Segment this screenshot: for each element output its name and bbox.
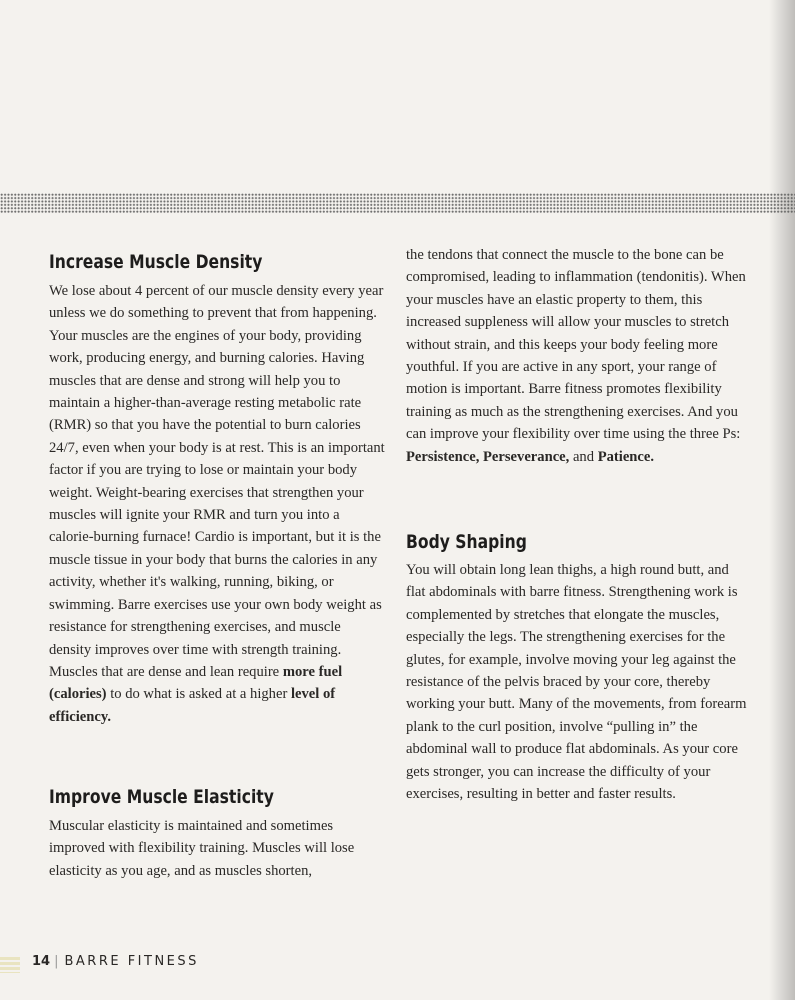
page-edge-shadow [769,0,795,1000]
page-number: 14 [32,954,51,969]
emphasis-more-fuel: more fuel (calories) [49,663,343,703]
paragraph-elasticity-continued [406,244,751,468]
footer-separator: | [54,954,59,969]
paragraph-muscle-elasticity: Muscular elasticity is maintained and sometimes improved with flexibility training. Muscles will lose elasticity as you age, and as muscles shorten, [49,818,355,879]
emphasis-perseverance: Perseverance, [483,448,570,465]
paragraph-body-shaping: You will obtain long lean thighs, a high round butt, and flat abdominals with barre fitness. Strengthening work is complemented by stretches that elongate the muscles, especially the legs. The strengthening exercises for the glutes, for example, involve moving your leg against the resistance of the pelvis braced by your core, thereby working your butt. Many of the movements, from forearm plank to the curl position, involve “pulling in” the abdominal wall to produce flat abdominals. As your core gets stronger, you can increase the difficulty of your exercises, resulting in better and faster results. [406,562,747,803]
emphasis-persistence: Persistence, [406,448,480,465]
heading-improve-muscle-elasticity: Improve Muscle Elasticity [49,786,274,808]
heading-body-shaping: Body Shaping [406,531,527,553]
heading-increase-muscle-density: Increase Muscle Density [49,251,263,273]
paragraph-muscle-density-mid: to do what is asked at a higher [106,686,288,703]
running-footer [32,954,199,969]
and-word: and [572,448,595,465]
emphasis-patience: Patience. [597,448,655,465]
book-title: BARRE FITNESS [64,954,199,969]
paragraph-muscle-density [49,280,385,728]
dotted-divider-band [0,193,795,213]
footer-stripe-marker [0,957,20,973]
paragraph-elasticity-continued-text: the tendons that connect the muscle to the bone can be compromised, leading to inflammation (tendonitis). When your muscles have an elastic property to them, this increased suppleness will allow your muscles to stretch without strain, and this keeps your body feeling more youthful. If you are active in any sport, your range of motion is important. Barre fitness promotes flexibility training as much as the strengthening exercises. And you can improve your flexibility over time using the three Ps: [406,247,746,443]
paragraph-muscle-density-text: We lose about 4 percent of our muscle density every year unless we do something to prevent that from happening. Your muscles are the engines of your body, providing work, producing energy, and burning calories. Having muscles that are dense and strong will help you to maintain a higher-than-average resting metabolic rate (RMR) so that you have the potential to burn calories 24/7, even when your body is at rest. This is an important factor if you are trying to lose or maintain your body weight. Weight-bearing exercises that strengthen your muscles will ignite your RMR and turn you into a calorie-burning furnace! Cardio is important, but it is the muscle tissue in your body that burns the calories in any activity, whether it's walking, running, biking, or swimming. Barre exercises use your own body weight as resistance for strengthening exercises, and muscle density improves over time with strength training. Muscles that are dense and lean require [49,283,385,680]
page-footer [0,954,300,976]
emphasis-level-of-efficiency: level of efficiency. [49,686,336,725]
